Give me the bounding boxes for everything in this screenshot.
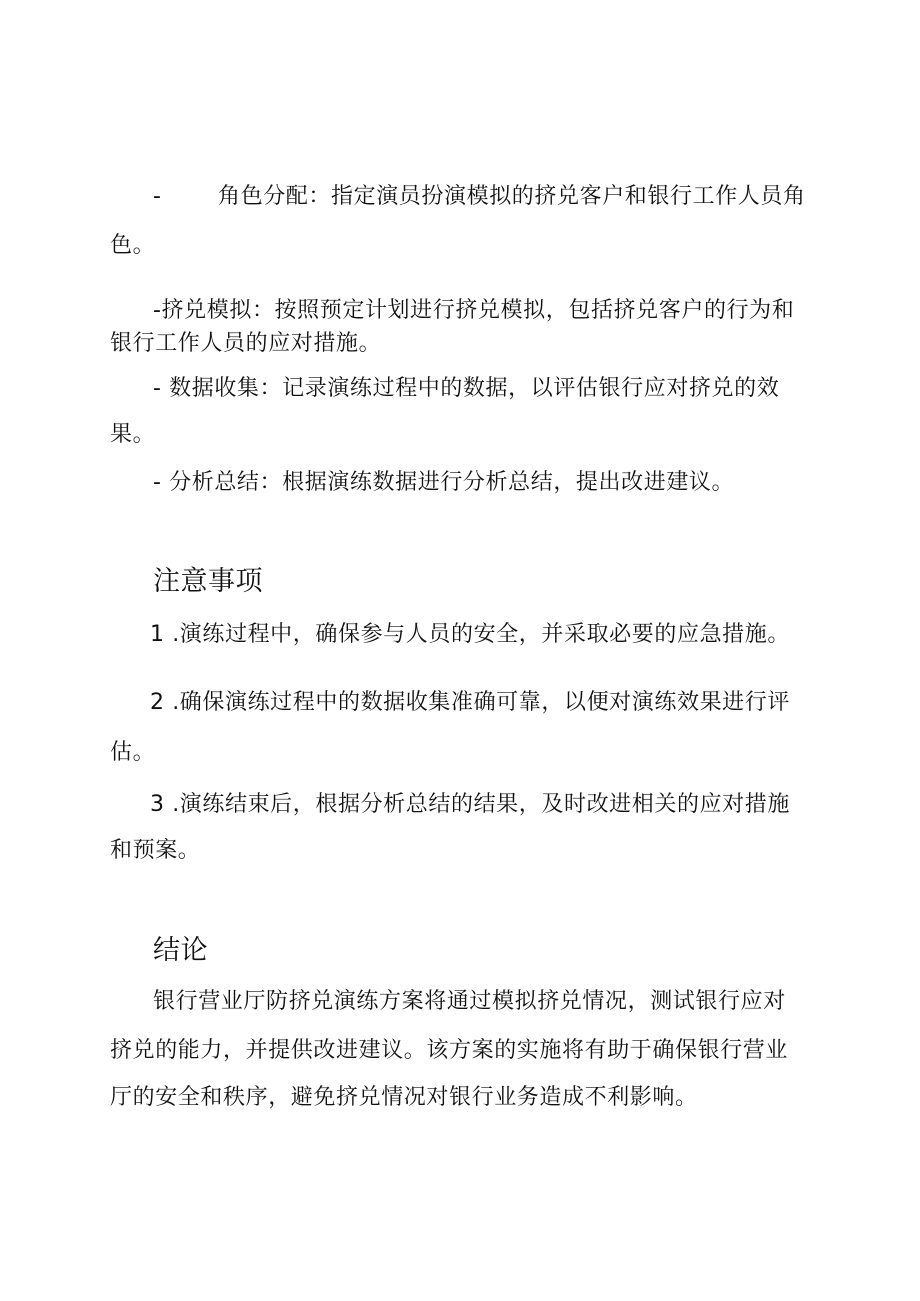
notes-heading: 注意事项 <box>153 566 263 597</box>
notes-item-1-line1: 1 .演练过程中，确保参与人员的安全，并采取必要的应急措施。 <box>150 622 790 647</box>
notes-item-2-line1: 2 .确保演练过程中的数据收集准确可靠，以便对演练效果进行评 <box>150 690 790 715</box>
bullet-data-line1: - 数据收集：记录演练过程中的数据，以评估银行应对挤兑的效 <box>153 376 780 401</box>
bullet-simulation-line2: 银行工作人员的应对措施。 <box>110 331 382 356</box>
conclusion-line3: 厅的安全和秩序，避免挤兑情况对银行业务造成不利影响。 <box>110 1085 698 1110</box>
notes-item-3-line1: 3 .演练结束后，根据分析总结的结果，及时改进相关的应对措施 <box>150 792 790 817</box>
bullet-dash: - <box>153 184 162 209</box>
conclusion-heading: 结论 <box>153 935 208 966</box>
bullet-role-line2: 色。 <box>110 233 156 258</box>
notes-item-3-line2: 和预案。 <box>110 838 201 863</box>
bullet-data-line2: 果。 <box>110 422 156 447</box>
conclusion-line1: 银行营业厅防挤兑演练方案将通过模拟挤兑情况，测试银行应对 <box>153 989 786 1014</box>
bullet-analysis-line1: - 分析总结：根据演练数据进行分析总结，提出改进建议。 <box>153 470 735 495</box>
conclusion-line2: 挤兑的能力，并提供改进建议。该方案的实施将有助于确保银行营业 <box>110 1038 789 1063</box>
bullet-role-line1: 角色分配：指定演员扮演模拟的挤兑客户和银行工作人员角 <box>218 184 806 209</box>
bullet-simulation-line1: -挤兑模拟：按照预定计划进行挤兑模拟，包括挤兑客户的行为和 <box>153 298 795 323</box>
notes-item-2-line2: 估。 <box>110 740 156 765</box>
